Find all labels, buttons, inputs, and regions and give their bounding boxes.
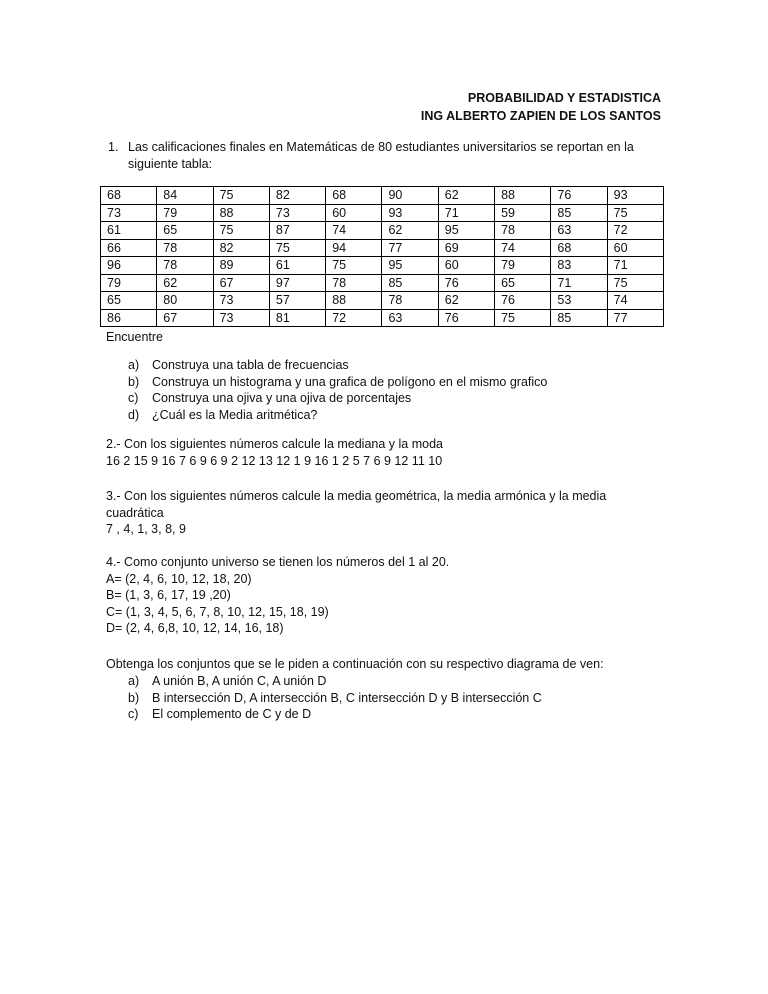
- table-cell: 78: [382, 292, 438, 310]
- table-cell: 68: [551, 239, 607, 257]
- table-cell: 77: [607, 309, 663, 327]
- table-cell: 62: [438, 187, 494, 205]
- table-cell: 94: [326, 239, 382, 257]
- table-cell: 72: [607, 222, 663, 240]
- table-row: [101, 239, 664, 257]
- task-marker: d): [128, 407, 140, 422]
- task-marker: b): [128, 374, 140, 389]
- table-cell: 89: [213, 257, 269, 275]
- table-cell: 96: [101, 257, 157, 275]
- question-3: [106, 488, 666, 538]
- question-3-numbers: 7 , 4, 1, 3, 8, 9: [106, 522, 186, 536]
- document-header: [421, 89, 661, 125]
- table-cell: 71: [551, 274, 607, 292]
- table-cell: 66: [101, 239, 157, 257]
- table-cell: 77: [382, 239, 438, 257]
- table-cell: 76: [551, 187, 607, 205]
- question-1-number: 1.: [108, 140, 119, 154]
- table-cell: 63: [551, 222, 607, 240]
- grades-table: [100, 186, 664, 327]
- table-cell: 60: [326, 204, 382, 222]
- table-cell: 75: [326, 257, 382, 275]
- question-1-text: Las calificaciones finales en Matemáticas de 80 estudiantes universitarios se reportan en la siguiente tabla:: [128, 140, 634, 171]
- set-a: A= (2, 4, 6, 10, 12, 18, 20): [106, 571, 252, 586]
- table-cell: 80: [157, 292, 213, 310]
- table-cell: 71: [607, 257, 663, 275]
- set-b: B= (1, 3, 6, 17, 19 ,20): [106, 588, 231, 602]
- table-cell: 73: [101, 204, 157, 222]
- table-cell: 75: [213, 187, 269, 205]
- table-cell: 60: [438, 257, 494, 275]
- table-cell: 82: [213, 239, 269, 257]
- task-marker: c): [128, 391, 139, 405]
- table-cell: 74: [607, 292, 663, 310]
- table-cell: 79: [495, 257, 551, 275]
- question-1: [108, 139, 663, 172]
- table-cell: 63: [382, 309, 438, 327]
- table-row: [101, 204, 664, 222]
- table-cell: 68: [101, 187, 157, 205]
- table-cell: 75: [607, 204, 663, 222]
- task-item: [128, 357, 547, 374]
- table-cell: 59: [495, 204, 551, 222]
- task-text: El complemento de C y de D: [152, 707, 312, 721]
- table-cell: 60: [607, 239, 663, 257]
- table-cell: 69: [438, 239, 494, 257]
- task-text: A unión B, A unión C, A unión D: [152, 674, 327, 688]
- table-cell: 86: [101, 309, 157, 327]
- table-row: [101, 309, 664, 327]
- task-item: [128, 390, 547, 407]
- set-c: C= (1, 3, 4, 5, 6, 7, 8, 10, 12, 15, 18, 19): [106, 604, 329, 619]
- task-text: ¿Cuál es la Media aritmética?: [152, 407, 318, 422]
- table-cell: 79: [157, 204, 213, 222]
- table-cell: 84: [157, 187, 213, 205]
- table-cell: 61: [269, 257, 325, 275]
- table-cell: 95: [382, 257, 438, 275]
- table-cell: 75: [495, 309, 551, 327]
- task-item: [128, 690, 542, 707]
- table-cell: 72: [326, 309, 382, 327]
- table-cell: 87: [269, 222, 325, 240]
- table-cell: 65: [101, 292, 157, 310]
- table-cell: 78: [326, 274, 382, 292]
- table-row: [101, 292, 664, 310]
- table-cell: 57: [269, 292, 325, 310]
- question-3-title: 3.- Con los siguientes números calcule la media geométrica, la media armónica y la media cuadrática: [106, 489, 607, 520]
- table-cell: 62: [157, 274, 213, 292]
- question-5-title: Obtenga los conjuntos que se le piden a continuación con su respectivo diagrama de ven:: [106, 657, 604, 671]
- instructor-name: ING ALBERTO ZAPIEN DE LOS SANTOS: [420, 109, 661, 123]
- table-cell: 65: [157, 222, 213, 240]
- table-cell: 83: [551, 257, 607, 275]
- table-cell: 74: [495, 239, 551, 257]
- task-text: Construya una tabla de frecuencias: [152, 358, 349, 372]
- task-item: [128, 407, 547, 424]
- task-marker: a): [128, 674, 140, 688]
- table-cell: 90: [382, 187, 438, 205]
- table-cell: 62: [382, 222, 438, 240]
- table-row: [101, 274, 664, 292]
- task-text: Construya un histograma y una grafica de polígono en el mismo grafico: [152, 374, 548, 389]
- table-cell: 74: [326, 222, 382, 240]
- task-item: [128, 374, 547, 391]
- table-row: [101, 187, 664, 205]
- question-2-title: 2.- Con los siguientes números calcule la mediana y la moda: [106, 437, 443, 451]
- table-cell: 67: [213, 274, 269, 292]
- question-4-title: 4.- Como conjunto universo se tienen los números del 1 al 20.: [106, 555, 450, 569]
- question-2-numbers: 16 2 15 9 16 7 6 9 6 9 2 12 13 12 1 9 16 1 2 5 7 6 9 12 11 10: [106, 453, 443, 468]
- table-cell: 88: [326, 292, 382, 310]
- table-cell: 75: [269, 239, 325, 257]
- question-2: [106, 436, 666, 469]
- table-cell: 76: [495, 292, 551, 310]
- table-cell: 85: [551, 204, 607, 222]
- table-cell: 67: [157, 309, 213, 327]
- table-cell: 81: [269, 309, 325, 327]
- table-cell: 73: [213, 292, 269, 310]
- set-d: D= (2, 4, 6,8, 10, 12, 14, 16, 18): [106, 621, 284, 635]
- table-cell: 53: [551, 292, 607, 310]
- table-cell: 78: [157, 239, 213, 257]
- task-marker: b): [128, 690, 140, 705]
- table-cell: 68: [326, 187, 382, 205]
- table-cell: 85: [551, 309, 607, 327]
- table-cell: 76: [438, 309, 494, 327]
- table-cell: 62: [438, 292, 494, 310]
- table-cell: 61: [101, 222, 157, 240]
- task-text: B intersección D, A intersección B, C intersección D y B intersección C: [152, 690, 542, 705]
- task-marker: a): [128, 358, 140, 372]
- table-cell: 71: [438, 204, 494, 222]
- question-5-tasks: [128, 673, 542, 723]
- table-cell: 65: [495, 274, 551, 292]
- table-cell: 82: [269, 187, 325, 205]
- table-cell: 97: [269, 274, 325, 292]
- table-cell: 93: [382, 204, 438, 222]
- table-row: [101, 222, 664, 240]
- table-cell: 75: [213, 222, 269, 240]
- table-cell: 73: [269, 204, 325, 222]
- task-text: Construya una ojiva y una ojiva de porcentajes: [152, 391, 412, 405]
- course-title: PROBABILIDAD Y ESTADISTICA: [467, 91, 661, 105]
- table-cell: 75: [607, 274, 663, 292]
- encuentre-label: Encuentre: [106, 330, 163, 344]
- table-cell: 79: [101, 274, 157, 292]
- table-cell: 95: [438, 222, 494, 240]
- table-cell: 78: [495, 222, 551, 240]
- table-cell: 85: [382, 274, 438, 292]
- task-item: [128, 706, 542, 723]
- question-1-tasks: [128, 357, 547, 423]
- table-row: [101, 257, 664, 275]
- task-marker: c): [128, 707, 139, 721]
- table-cell: 76: [438, 274, 494, 292]
- question-4: [106, 554, 666, 637]
- task-item: [128, 673, 542, 690]
- table-cell: 88: [495, 187, 551, 205]
- table-cell: 78: [157, 257, 213, 275]
- table-cell: 93: [607, 187, 663, 205]
- table-cell: 88: [213, 204, 269, 222]
- table-cell: 73: [213, 309, 269, 327]
